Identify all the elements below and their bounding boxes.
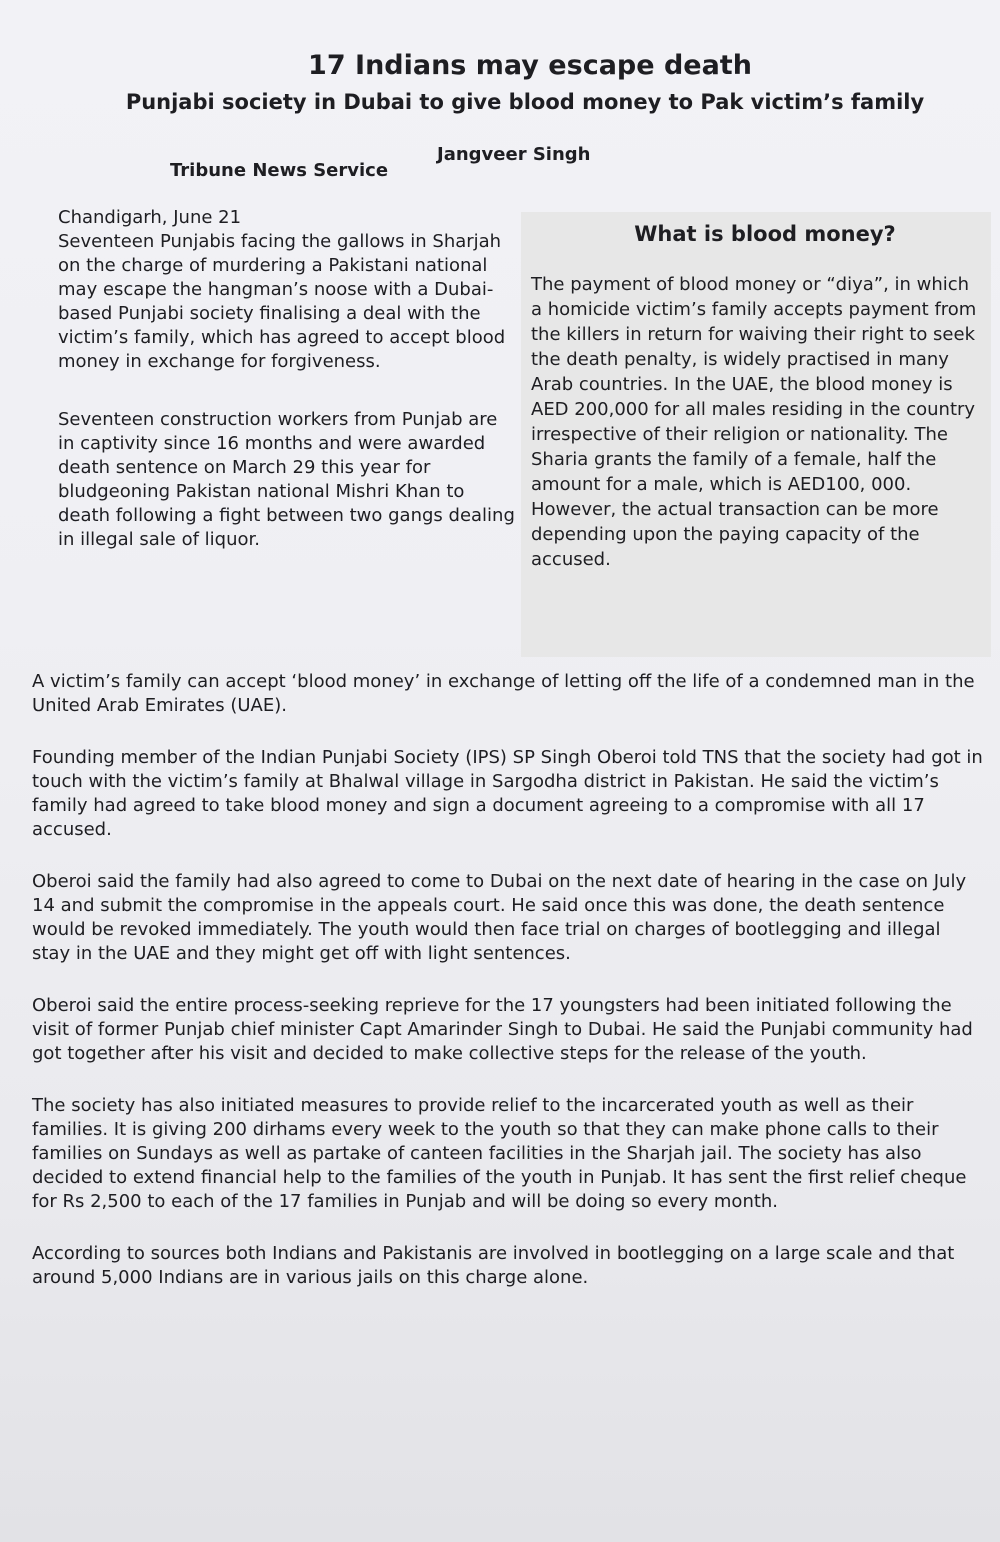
body-paragraph: Oberoi said the entire process-seeking reprieve for the 17 youngsters had been initiated following the visit of former Punjab chief minister Capt Amarinder Singh to Dubai. He said the Punjabi community had got together after his visit and decided to make collective steps for the release of the youth. — [32, 995, 973, 1064]
sidebar-text: The payment of blood money or “diya”, in which a homicide victim’s family accepts payment from the killers in return for waiving their right to seek the death penalty, is widely practised in many Arab countries. In the UAE, the blood money is AED 200,000 for all males residing in the country irrespective of their religion or nationality. The Sharia grants the family of a female, half the amount for a male, which is AED100, 000. However, the actual transaction can be more depending upon the paying capacity of the accused. — [531, 274, 977, 570]
lead-text: Seventeen Punjabis facing the gallows in Sharjah on the charge of murdering a Pakistani national may escape the hangman’s noose with a Dubai-based Punjabi society finalising a deal with the victim’s family, which has agreed to accept blood money in exchange for forgiveness. — [58, 231, 506, 372]
sidebar-title: What is blood money? — [634, 222, 896, 246]
lead-paragraph — [58, 206, 518, 374]
headline: 17 Indians may escape death — [308, 50, 752, 81]
body-paragraph: According to sources both Indians and Pakistanis are involved in bootlegging on a large scale and that around 5,000 Indians are in various jails on this charge alone. — [32, 1243, 955, 1288]
lead-column — [58, 206, 518, 586]
news-service-byline: Tribune News Service — [170, 160, 389, 181]
dateline: Chandigarh, June 21 — [58, 207, 242, 228]
blood-money-sidebar — [521, 212, 991, 657]
article-body — [32, 670, 984, 1318]
author-byline: Jangveer Singh — [437, 144, 591, 165]
body-paragraph: Founding member of the Indian Punjabi Society (IPS) SP Singh Oberoi told TNS that the society had got in touch with the victim’s family at Bhalwal village in Sargodha district in Pakistan. He said the victim’s family had agreed to take blood money and sign a document agreeing to a compromise with all 17 accused. — [32, 747, 983, 840]
body-paragraph: A victim’s family can accept ‘blood money’ in exchange of letting off the life of a condemned man in the United Arab Emirates (UAE). — [32, 671, 975, 716]
body-paragraph: The society has also initiated measures to provide relief to the incarcerated youth as well as their families. It is giving 200 dirhams every week to the youth so that they can make phone calls to their families on Sundays as well as partake of canteen facilities in the Sharjah jail. The society has also decided to extend financial help to the families of the youth in Punjab. It has sent the first relief cheque for Rs 2,500 to each of the 17 families in Punjab and will be doing so every month. — [32, 1095, 967, 1212]
second-paragraph: Seventeen construction workers from Punjab are in captivity since 16 months and were awarded death sentence on March 29 this year for bludgeoning Pakistan national Mishri Khan to death following a fight between two gangs dealing in illegal sale of liquor. — [58, 409, 515, 550]
subheadline: Punjabi society in Dubai to give blood money to Pak victim’s family — [125, 90, 925, 114]
body-paragraph: Oberoi said the family had also agreed to come to Dubai on the next date of hearing in the case on July 14 and submit the compromise in the appeals court. He said once this was done, the death sentence would be revoked immediately. The youth would then face trial on charges of bootlegging and illegal stay in the UAE and they might get off with light sentences. — [32, 871, 967, 964]
